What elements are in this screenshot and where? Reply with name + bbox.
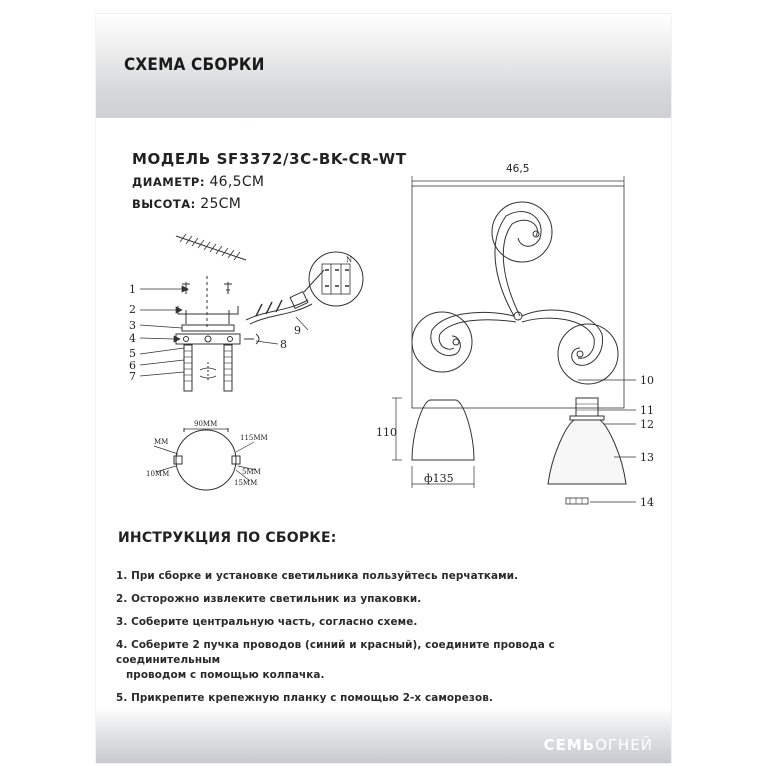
- part-label-11: 11: [640, 404, 654, 417]
- instruction-step: 2. Осторожно извлеките светильник из упаковки.: [116, 593, 422, 605]
- diameter-value: 46,5СМ: [209, 174, 265, 190]
- wire-bundle: [246, 270, 324, 324]
- mount-width-label: 90MM: [194, 420, 218, 428]
- instruction-step: 5. Прикрепите крепежную планку с помощью 2-х саморезов.: [116, 692, 493, 704]
- brand-bold: СЕМЬ: [543, 736, 596, 754]
- instruction-step: [116, 638, 661, 683]
- center-bar: [176, 325, 240, 344]
- part-label-3: 3: [129, 319, 136, 332]
- brand-light: ОГНЕЙ: [595, 736, 653, 754]
- mounting-plate: [178, 306, 238, 324]
- part-label-1: 1: [129, 283, 136, 296]
- mount-left-label: MM: [154, 438, 169, 446]
- top-dimension-label: 46,5: [506, 163, 530, 175]
- assembly-diagram: [96, 14, 671, 514]
- part-label-13: 13: [640, 451, 654, 464]
- top-view-chandelier: [412, 202, 618, 384]
- instruction-step: 1. При сборке и установке светильника пользуйтесь перчатками.: [116, 570, 519, 582]
- part-label-10: 10: [640, 374, 654, 387]
- mount-bottom-right-b-label: 15MM: [234, 479, 258, 487]
- screw-anchors: [182, 276, 232, 330]
- terminal-label: N: [346, 256, 353, 264]
- height-value: 25СМ: [200, 196, 242, 212]
- part-label-5: 5: [129, 347, 136, 360]
- mount-right-label: 115MM: [240, 434, 268, 442]
- mount-bottom-right-a-label: 5MM: [242, 468, 261, 476]
- shade-height-label: 110: [376, 426, 397, 439]
- diameter-label: ДИАМЕТР:: [132, 175, 205, 189]
- model-name: МОДЕЛЬ SF3372/3C-BK-CR-WT: [132, 150, 407, 168]
- part-label-9: 9: [294, 324, 301, 337]
- part-label-2: 2: [129, 303, 136, 316]
- page-title: СХЕМА СБОРКИ: [124, 55, 265, 75]
- lamp-holder-drawing: [548, 398, 626, 504]
- part-label-14: 14: [640, 496, 654, 509]
- instruction-step-line: проводом с помощью колпачка.: [126, 669, 325, 681]
- threaded-rods: [184, 345, 232, 391]
- part-label-8: 8: [280, 338, 287, 351]
- ceiling-hatch: [176, 234, 246, 260]
- assembly-sheet: [96, 14, 671, 763]
- part-label-4: 4: [129, 332, 136, 345]
- terminal-block-zoom: [309, 252, 363, 306]
- height-label: ВЫСОТА:: [132, 197, 196, 211]
- shade-diameter-label: ф135: [424, 472, 454, 485]
- part-label-6: 6: [129, 359, 136, 372]
- part-label-12: 12: [640, 418, 654, 431]
- instruction-step: 3. Соберите центральную часть, согласно схеме.: [116, 616, 418, 628]
- top-view-frame: [412, 176, 624, 408]
- side-screw: [244, 334, 259, 344]
- instructions-title: ИНСТРУКЦИЯ ПО СБОРКЕ:: [118, 530, 337, 546]
- instruction-step-line: 4. Соберите 2 пучка проводов (синий и красный), соедините провода с соединительным: [116, 639, 555, 666]
- mount-bottom-left-label: 10MM: [146, 470, 170, 478]
- brand-logo: [543, 736, 653, 754]
- part-label-7: 7: [129, 370, 136, 383]
